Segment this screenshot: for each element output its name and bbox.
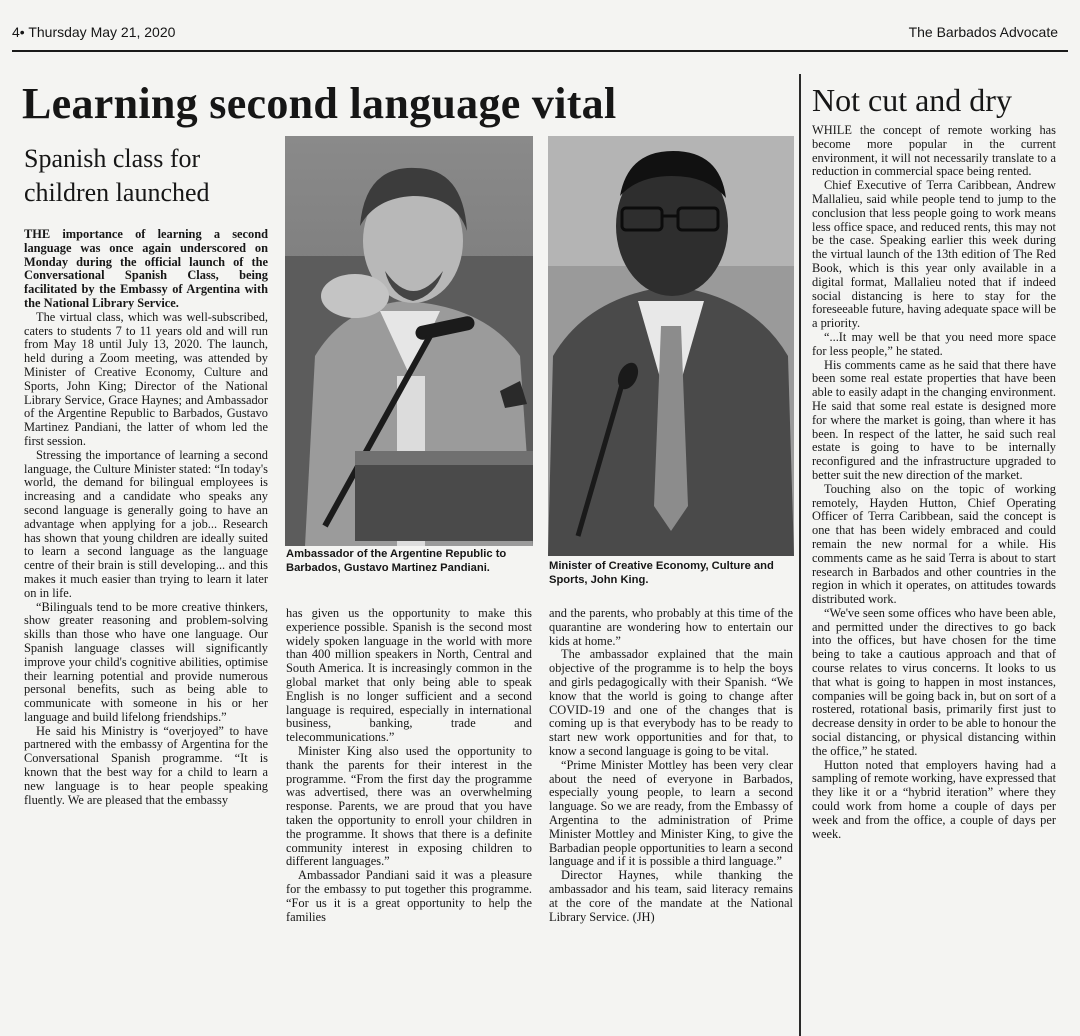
minister-caption: Minister of Creative Economy, Culture and Sports, John King.: [549, 560, 774, 586]
side-paragraph: Hutton noted that employers having had a sampling of remote working, have expressed that they like it or a “hybrid iteration” where they could work from home a couple of days per week and from the office, a couple of days per week.: [812, 757, 1056, 841]
publication-name: The Barbados Advocate: [908, 24, 1058, 40]
side-paragraph: His comments came as he said that there have been some real estate properties that have been able to easily adapt in the changing environment. He said that some real estate is designed more for where the market is going, than where it has been. In respect of the latter, he said such real estate is going to have to be internally reconfigured and the infrastructure upgraded to better suit the new direction of the market.: [812, 357, 1056, 482]
body-paragraph: Stressing the importance of learning a second language, the Culture Minister stated: “In today's world, the demand for bilingual employees is increasing and a candidate who speaks any second language is generally going to have an advantage when applying for a job... Research has shown that young children are ideally suited to learn a second language as the language centre of their brain is still developing... and this makes it much easier than trying to learn it later on in life.: [24, 447, 268, 600]
ambassador-caption: Ambassador of the Argentine Republic to Barbados, Gustavo Martinez Pandiani.: [286, 548, 507, 574]
minister-photo-image: [548, 136, 794, 556]
lead-paragraph: THE importance of learning a second language was once again underscored on Monday during the official launch of the Conversational Spanish Class, being facilitated by the Embassy of Argentina with the National Library Service.: [24, 228, 268, 310]
body-paragraph: Director Haynes, while thanking the ambassador and his team, said literacy remains at the core of the mandate at the National Library Service. (JH): [549, 868, 793, 924]
body-paragraph: The ambassador explained that the main objective of the programme is to help the boys and girls pedagogically with their Spanish. “We know that the world is going to change after COVID-19 and one of the changes that is coming up is that everybody has to be ready to start new work opportunities and for that, to know a second language is going to be vital.: [549, 647, 793, 758]
body-paragraph: He said his Ministry is “overjoyed” to have partnered with the embassy of Argentina for the Conversational Spanish programme. “It is known that the best way for a child to learn a new language is to hear people speaking fluently. We are pleased that the embassy: [24, 723, 268, 807]
main-column-1: [24, 228, 268, 1028]
body-paragraph: “Bilinguals tend to be more creative thinkers, show greater reasoning and problem-solving skills than those who have one language. Our Spanish language classes will significantly improve your child's cognitive abilities, optimise their learning potential and provide numerous personal benefits, such as being able to communicate with someone in his or her language and build lifelong friendships.”: [24, 599, 268, 724]
body-paragraph: Ambassador Pandiani said it was a pleasure for the embassy to put together this programme. “For us it is a great opportunity to help the families: [286, 868, 532, 924]
ambassador-photo-image: [285, 136, 533, 546]
ambassador-photo: [285, 136, 533, 546]
body-paragraph: The virtual class, which was well-subscribed, caters to students 7 to 11 years old and will run from May 18 until July 13, 2020. The launch, held during a Zoom meeting, was attended by Minister of Creative Economy, Culture and Sports, John King; Director of the National Library Service, Grace Haynes; and Ambassador of the Argentine Republic to Barbados, Gustavo Martinez Pandiani, the latter of whom led the first session.: [24, 309, 268, 448]
body-paragraph: Minister King also used the opportunity to thank the parents for their interest in the programme. “From the first day the programme was advertised, there was an overwhelming response. Parents, we are proud that you have taken the opportunity to enroll your children in the programme. It shows that there is a definite community interest in exposing children to different languages.”: [286, 743, 532, 869]
main-column-3: [549, 607, 793, 1032]
side-paragraph: “...It may well be that you need more space for less people,” he stated.: [812, 329, 1056, 358]
body-paragraph: “Prime Minister Mottley has been very clear about the need of everyone in Barbados, especially young people, to learn a second language. So we are ready, from the Embassy of Argentina to the administration of Prime Minister Mottley and Minister King, to give the Barbadian people opportunities to learn a second language and if it is possible a third language.”: [549, 757, 793, 869]
side-paragraph: “We've seen some offices who have been able, and permitted under the directives to go back into the offices, but have chosen for the time being to take a cautious approach and that of course relates to virus concerns. It looks to us that what is going to happen in most instances, companies will be going back in, but on sort of a rostered, rotational basis, primarily first just to decrease density in order to be able to honour the social distancing, or physical distancing within the office,” he stated.: [812, 605, 1056, 758]
date-line: 4• Thursday May 21, 2020: [12, 24, 176, 40]
main-subhead: Spanish class for children launched: [24, 144, 210, 207]
body-paragraph: has given us the opportunity to make this experience possible. Spanish is the second most widely spoken language in the world with more than 400 million speakers in North, Central and South America. It is increasingly common in the global market that only being able to speak English is no longer sufficient and a second language is required, especially in international business, banking, trade and telecommunications.”: [286, 607, 532, 745]
minister-photo: [548, 136, 794, 556]
side-paragraph: Touching also on the topic of working remotely, Hayden Hutton, Chief Operating Officer of Terra Caribbean, said the concept is one that has been widely embraced and could remain the new normal for a while. His comments came as he said Terra is about to start research in Barbados and other countries in the region in which it operates, on attitudes towards distributed work.: [812, 481, 1056, 607]
body-paragraph: and the parents, who probably at this time of the quarantine are wondering how to entertain our kids at home.”: [549, 607, 793, 648]
side-paragraph: WHILE the concept of remote working has become more popular in the current environment, it will not necessarily translate to a reduction in commercial space being rented.: [812, 124, 1056, 179]
side-column: [812, 124, 1056, 1036]
main-headline: Learning second language vital: [22, 79, 617, 128]
side-headline: Not cut and dry: [812, 82, 1012, 118]
main-column-2: [286, 607, 532, 1032]
side-paragraph: Chief Executive of Terra Caribbean, Andrew Mallalieu, said while people tend to jump to the conclusion that less people going to work means less office space, and reduced rents, this may not be the case. Speaking earlier this week during the virtual launch of the 13th edition of The Red Book, which is this year only available in a digital format, Mallalieu noted that if indeed social distancing is here to stay for the foreseeable future, having adequate space will be a priority.: [812, 178, 1056, 331]
column-divider: [799, 74, 801, 1036]
